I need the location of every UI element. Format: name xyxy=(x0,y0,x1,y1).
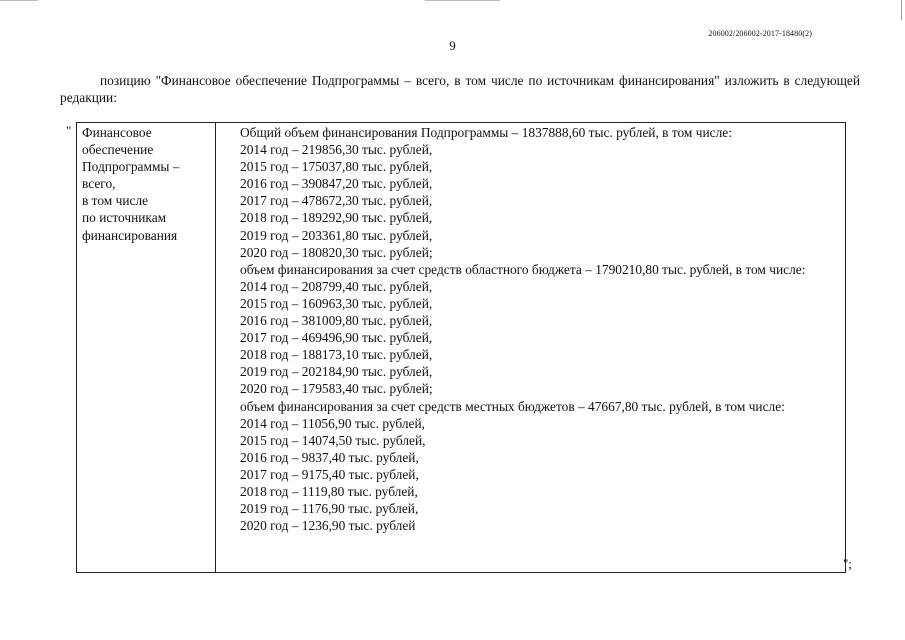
intro-paragraph: позицию "Финансовое обеспечение Подпрограммы – всего, в том числе по источникам финансирования" изложить в следующей редакции: xyxy=(60,73,860,105)
label-line: Финансовое xyxy=(82,125,152,140)
table-row xyxy=(77,123,846,573)
funding-table xyxy=(76,122,846,573)
label-cell xyxy=(77,123,216,573)
position-label xyxy=(77,123,215,244)
local-funding-intro: объем финансирования за счет средств местных бюджетов – 47667,80 тыс. рублей, в том числе: xyxy=(240,398,785,414)
year-line: 2019 год – 203361,80 тыс. рублей, xyxy=(240,227,433,243)
funding-details xyxy=(216,123,845,534)
year-line: 2017 год – 9175,40 тыс. рублей, xyxy=(240,466,419,482)
closing-quote: "; xyxy=(843,556,852,571)
year-line: 2020 год – 179583,40 тыс. рублей; xyxy=(240,381,433,397)
year-line: 2019 год – 202184,90 тыс. рублей, xyxy=(240,364,433,380)
total-funding-years xyxy=(220,141,835,261)
year-line: 2020 год – 1236,90 тыс. рублей xyxy=(240,518,416,534)
year-line: 2017 год – 469496,90 тыс. рублей, xyxy=(240,330,433,346)
page-number: 9 xyxy=(449,38,456,53)
year-line: 2016 год – 390847,20 тыс. рублей, xyxy=(240,176,433,192)
year-line: 2016 год – 9837,40 тыс. рублей, xyxy=(240,449,419,465)
local-funding-years xyxy=(220,415,835,535)
year-line: 2019 год – 1176,90 тыс. рублей, xyxy=(240,501,419,517)
content-cell xyxy=(216,123,846,573)
label-line: всего, xyxy=(82,176,116,192)
document-id: 206002/206002-2017-18480(2) xyxy=(708,29,812,38)
year-line: 2014 год – 219856,30 тыс. рублей, xyxy=(240,142,433,158)
year-line: 2015 год – 160963,30 тыс. рублей, xyxy=(240,295,433,311)
year-line: 2018 год – 188173,10 тыс. рублей, xyxy=(240,347,433,363)
opening-quote: " xyxy=(66,123,72,138)
year-line: 2020 год – 180820,30 тыс. рублей; xyxy=(240,244,433,260)
label-line: по источникам xyxy=(82,210,167,226)
regional-funding-years xyxy=(220,278,835,398)
year-line: 2017 год – 478672,30 тыс. рублей, xyxy=(240,193,433,209)
year-line: 2014 год – 11056,90 тыс. рублей, xyxy=(240,415,426,431)
scan-edge-mark xyxy=(0,0,38,1)
year-line: 2018 год – 189292,90 тыс. рублей, xyxy=(240,210,433,226)
regional-funding-intro: объем финансирования за счет средств областного бюджета – 1790210,80 тыс. рублей, в том числе: xyxy=(240,261,806,277)
scan-edge-mark xyxy=(425,0,500,1)
label-line: финансирования xyxy=(82,227,178,243)
year-line: 2018 год – 1119,80 тыс. рублей, xyxy=(240,483,418,499)
scan-edge-mark xyxy=(901,0,902,20)
label-line: в том числе xyxy=(82,193,149,209)
year-line: 2015 год – 14074,50 тыс. рублей, xyxy=(240,432,426,448)
year-line: 2014 год – 208799,40 тыс. рублей, xyxy=(240,278,433,294)
total-funding-intro: Общий объем финансирования Подпрограммы – 1837888,60 тыс. рублей, в том числе: xyxy=(240,125,732,140)
year-line: 2016 год – 381009,80 тыс. рублей, xyxy=(240,313,433,329)
year-line: 2015 год – 175037,80 тыс. рублей, xyxy=(240,159,433,175)
label-line: Подпрограммы – xyxy=(82,159,180,175)
label-line: обеспечение xyxy=(82,142,154,158)
